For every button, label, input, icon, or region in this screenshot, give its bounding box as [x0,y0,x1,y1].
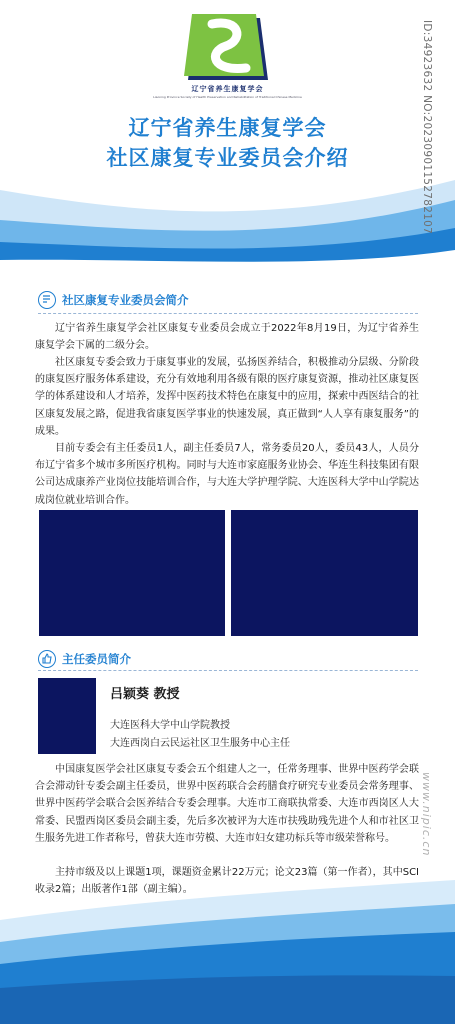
society-logo [182,10,274,88]
intro-paragraph: 辽宁省养生康复学会社区康复专业委员会成立于2022年8月19日，为辽宁省养生康复学会下属的二级分会。 [35,323,419,352]
director-name: 吕颖葵 教授 [110,687,180,702]
photo-left [39,510,225,636]
director-section-title: 主任委员简介 [62,652,131,666]
photo-right [231,510,418,636]
director-paragraph: 中国康复医学会社区康复专委会五个组建人之一，任常务理事、世界中医药学会联合会滞动针专委会副主任委员，世界中医药联合会药膳食疗研究专业委员会常务理事、世界中医药学会联合会医养结合专委会理事。大连市工商联执常委、大连市西岗区人大常委、民盟西岗区委员会副主委，先后多次被评为大连市扶残助残先进个人和市社区卫生服务先进工作者称号，曾获大连市劳模、大连市妇女建功标兵等市级荣誉称号。 [35,764,419,844]
watermark-site-text: www.nipic.cn [420,772,433,857]
org-english-name: Liaoning Province Society of Health Preservation and Rehabilitation of Traditional Chinese Medicine [153,95,302,99]
watermark-id-text: ID:34923632 NO:20230901152782107 [421,20,433,235]
intro-paragraph: 社区康复专委会致力于康复事业的发展，弘扬医养结合，积极推动分层级、分阶段的康复医疗服务体系建设，充分有效地利用各级有限的医疗康复资源，推动社区康复医学的体系建设和人才培养，发挥中医药技术特色在康复中的应用，探索中西医结合的社区康复发展之路，促进我省康复医学事业的快速发展，真正做到“人人享有康复服务”的成果。 [35,357,419,437]
section-divider [38,670,418,671]
thumbs-up-icon [38,650,56,668]
page-title-line1: 辽宁省养生康复学会 [128,116,327,140]
intro-section-title: 社区康复专业委员会简介 [62,293,189,307]
page-title-line2: 社区康复专业委员会介绍 [106,146,349,170]
footer-wave-decoration [0,880,455,1024]
director-position-2: 大连西岗白云民运社区卫生服务中心主任 [110,738,290,749]
intro-paragraph: 目前专委会有主任委员1人，副主任委员7人，常务委员20人，委员43人，人员分布辽宁省多个城市多所医疗机构。同时与大连市家庭服务业协会、华连生科技集团有限公司达成康养产业岗位技能培训合作，与大连大学护理学院、大连医科大学中山学院达成岗位就业培训合作。 [35,443,419,506]
org-name: 辽宁省养生康复学会 [191,85,264,93]
director-position-1: 大连医科大学中山学院教授 [110,720,230,731]
section-divider [38,313,418,314]
director-photo [38,678,96,754]
header-wave-decoration [0,150,455,280]
director-paragraph: 主持市级及以上课题1项，课题资金累计22万元；论文23篇（第一作者），其中SCI收录2篇；出版著作1部（副主编）。 [35,867,419,896]
document-icon [38,291,56,309]
